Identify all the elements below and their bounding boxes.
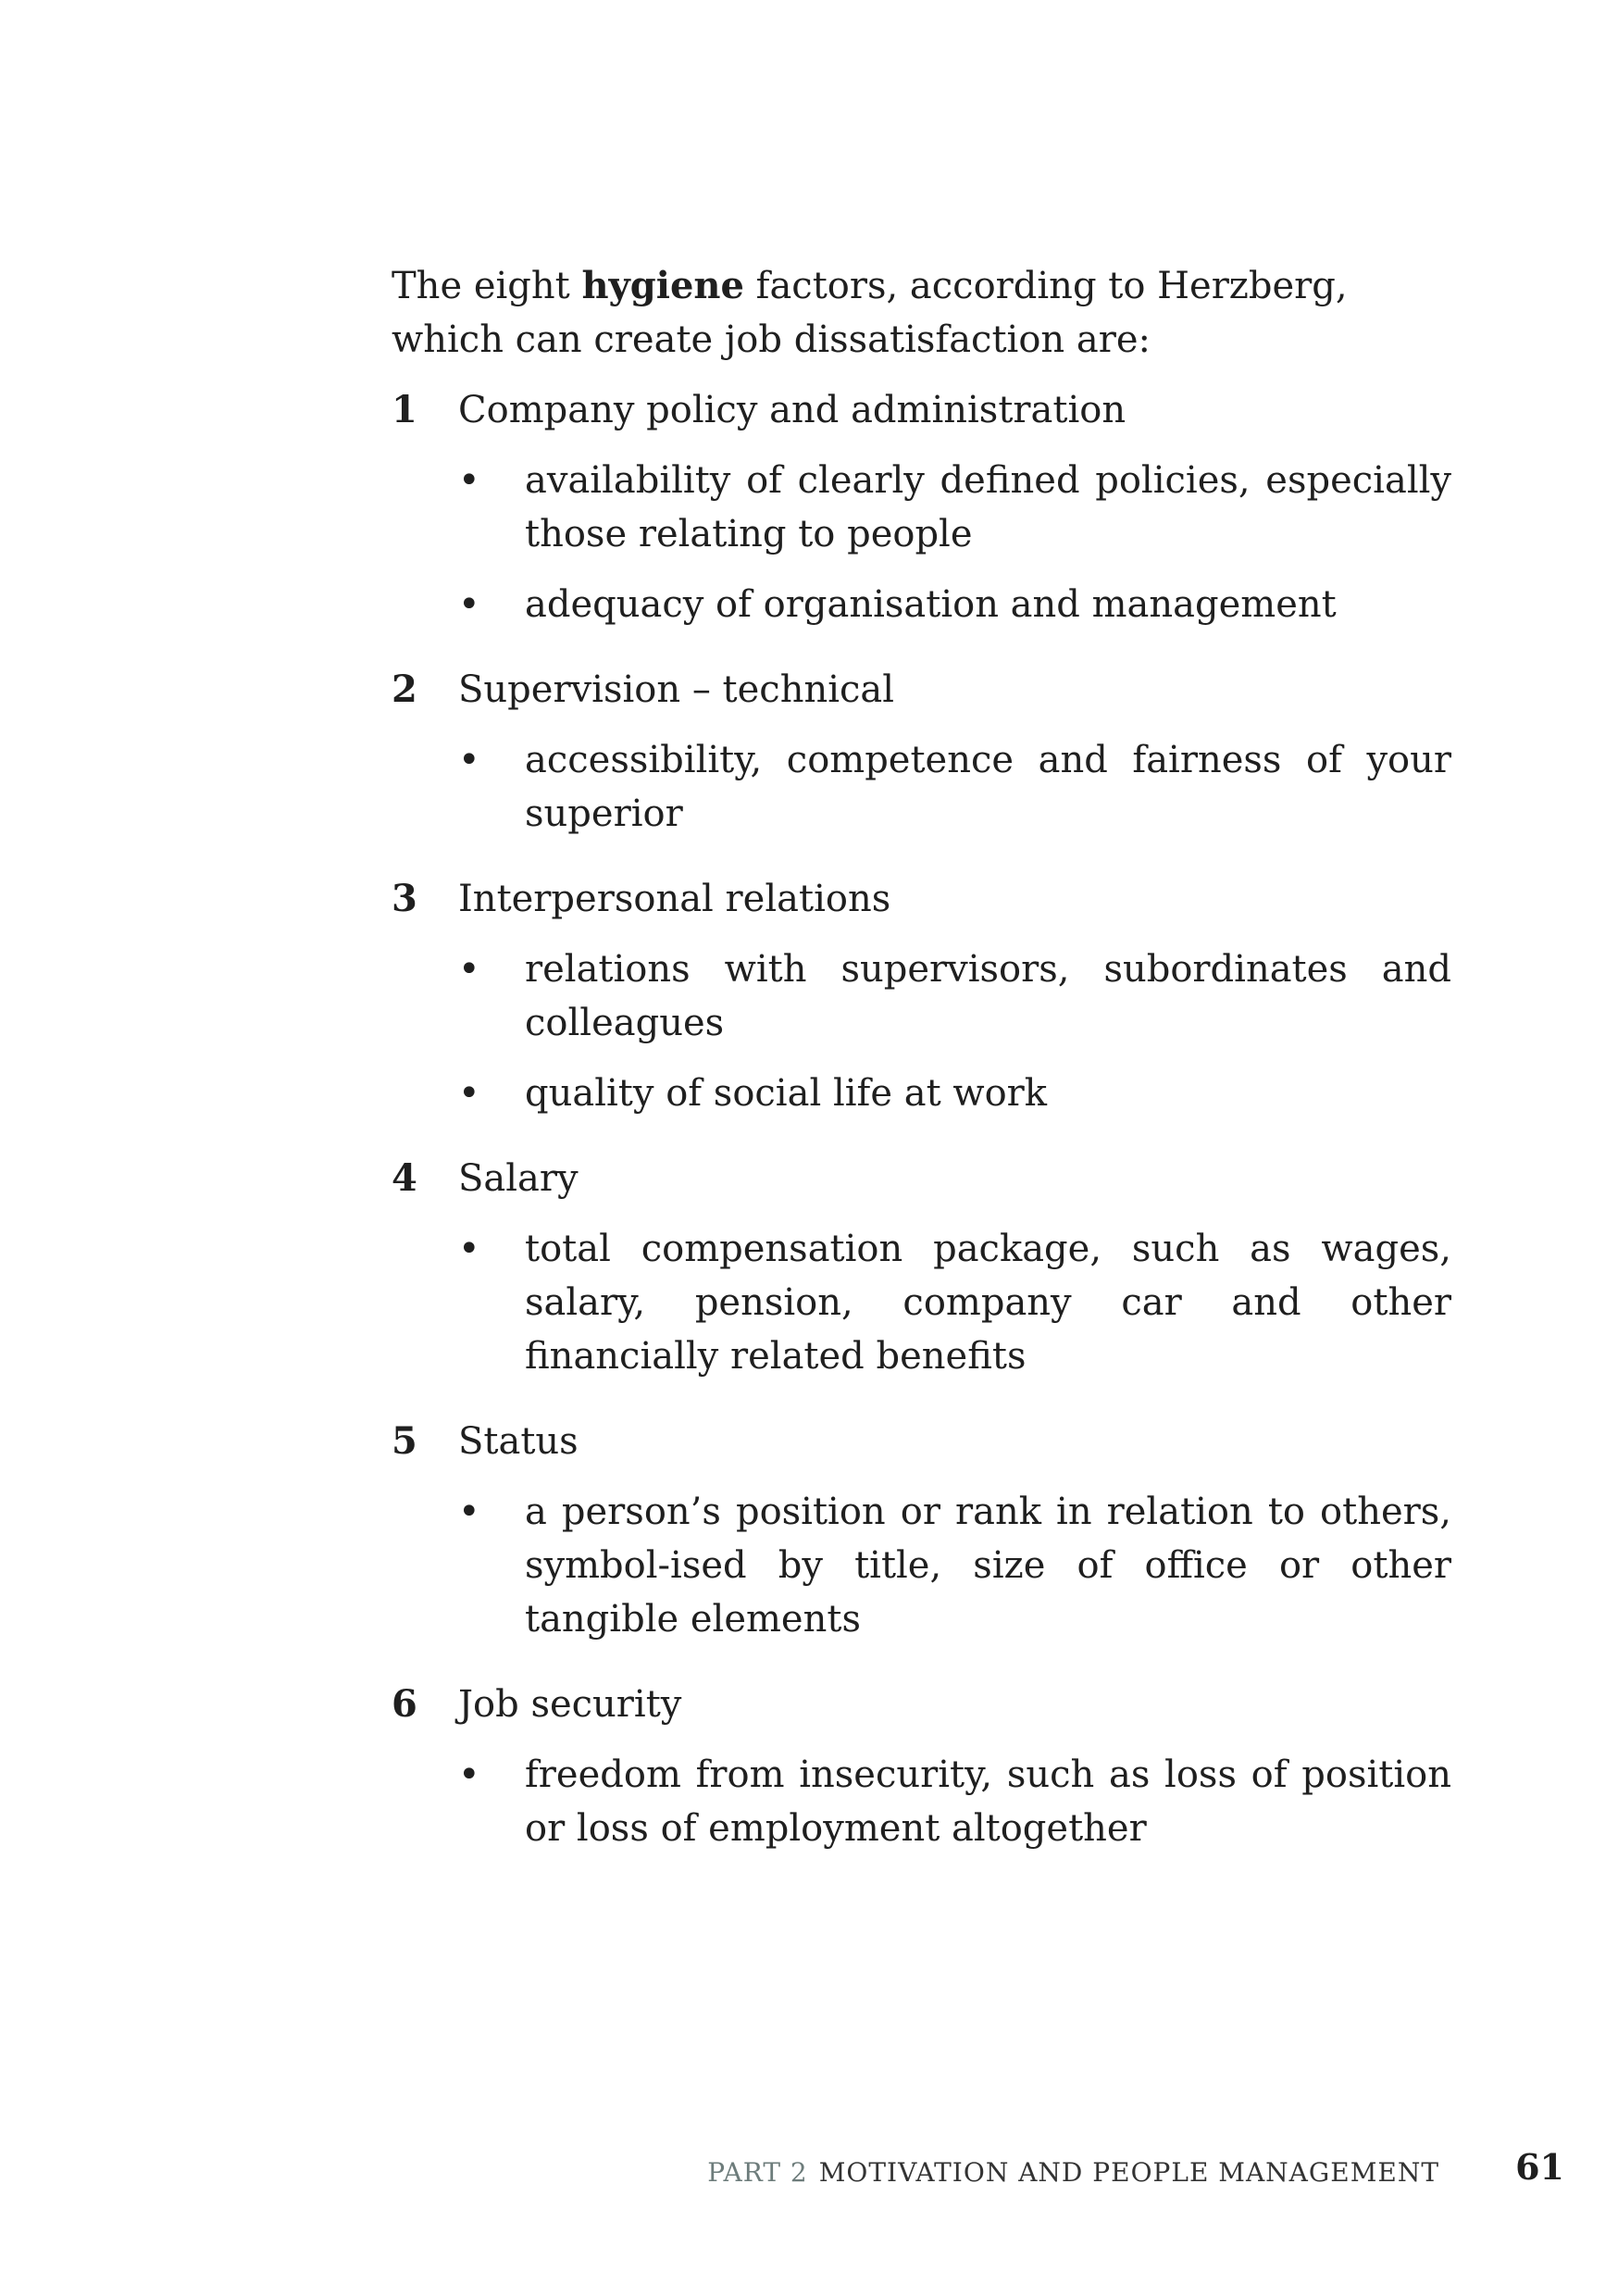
bullet-icon: • bbox=[458, 948, 480, 991]
bullet-text: total compensation package, such as wages, salary, pension, company car and other financially related benefits bbox=[525, 1228, 1451, 1378]
factor-heading bbox=[392, 1678, 1451, 1731]
intro-bold-term: hygiene bbox=[581, 264, 744, 307]
factor-4 bbox=[392, 1152, 1451, 1383]
list-item bbox=[392, 942, 1451, 1050]
list-item bbox=[392, 1485, 1451, 1646]
factor-number: 4 bbox=[392, 1156, 417, 1200]
bullet-text: adequacy of organisation and management bbox=[525, 583, 1337, 626]
factor-title: Status bbox=[458, 1420, 579, 1463]
bullet-text: relations with supervisors, subordinates and colleagues bbox=[525, 948, 1451, 1044]
factor-heading bbox=[392, 1152, 1451, 1205]
running-footer bbox=[707, 2157, 1439, 2188]
list-item bbox=[392, 1748, 1451, 1855]
bullet-icon: • bbox=[458, 583, 480, 626]
list-item bbox=[392, 1222, 1451, 1383]
factor-number: 5 bbox=[392, 1419, 417, 1463]
bullet-text: freedom from insecurity, such as loss of position or loss of employment altogether bbox=[525, 1753, 1451, 1850]
factor-title: Salary bbox=[458, 1157, 579, 1200]
list-item bbox=[392, 578, 1451, 631]
intro-text-start: The eight bbox=[392, 265, 582, 307]
list-item bbox=[392, 454, 1451, 561]
bullet-icon: • bbox=[458, 1753, 480, 1796]
factor-title: Company policy and administration bbox=[458, 389, 1126, 431]
bullet-icon: • bbox=[458, 1228, 480, 1270]
bullet-text: a person’s position or rank in relation to others, symbol-ised by title, size of office or other tangible elements bbox=[525, 1491, 1451, 1641]
factor-3 bbox=[392, 872, 1451, 1120]
factor-number: 6 bbox=[392, 1682, 417, 1726]
factor-heading bbox=[392, 872, 1451, 926]
intro-paragraph bbox=[392, 259, 1451, 367]
bullet-icon: • bbox=[458, 459, 480, 502]
bullet-icon: • bbox=[458, 739, 480, 781]
page-body bbox=[392, 259, 1451, 1887]
factor-number: 3 bbox=[392, 877, 417, 920]
factor-number: 1 bbox=[392, 388, 417, 431]
factor-title: Job security bbox=[458, 1683, 682, 1726]
bullet-icon: • bbox=[458, 1072, 480, 1115]
factor-number: 2 bbox=[392, 668, 417, 711]
factor-heading bbox=[392, 383, 1451, 437]
factor-title: Supervision – technical bbox=[458, 668, 895, 711]
list-item bbox=[392, 1067, 1451, 1120]
bullet-text: availability of clearly defined policies, especially those relating to people bbox=[525, 459, 1451, 555]
page-footer bbox=[0, 2146, 1564, 2202]
factor-2 bbox=[392, 663, 1451, 841]
footer-section-title: MOTIVATION AND PEOPLE MANAGEMENT bbox=[818, 2157, 1439, 2188]
factor-heading bbox=[392, 1415, 1451, 1468]
factor-title: Interpersonal relations bbox=[458, 878, 891, 920]
bullet-text: accessibility, competence and fairness of your superior bbox=[525, 739, 1451, 835]
factor-heading bbox=[392, 663, 1451, 717]
bullet-text: quality of social life at work bbox=[525, 1072, 1048, 1115]
list-item bbox=[392, 733, 1451, 841]
factor-6 bbox=[392, 1678, 1451, 1855]
bullet-icon: • bbox=[458, 1491, 480, 1533]
page-number: 61 bbox=[1515, 2146, 1564, 2188]
intro-text-end: factors, according to Herzberg, which can create job dissatisfaction are: bbox=[392, 265, 1348, 361]
footer-part-label: PART 2 bbox=[707, 2157, 808, 2188]
factor-1 bbox=[392, 383, 1451, 631]
factor-5 bbox=[392, 1415, 1451, 1646]
